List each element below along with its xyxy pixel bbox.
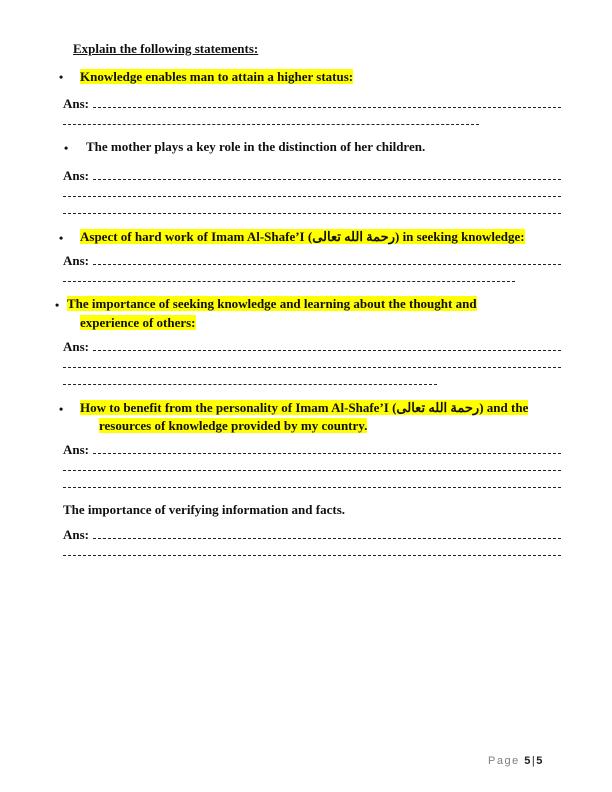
- bullet-icon: •: [55, 298, 60, 312]
- answer-line[interactable]: [63, 252, 561, 270]
- ans-label: Ans:: [63, 168, 90, 183]
- answer-line[interactable]: [63, 201, 561, 219]
- question-5-line-2: resources of knowledge provided by my country.: [99, 418, 368, 433]
- question-5: [80, 398, 528, 417]
- current-page: 5: [524, 755, 532, 767]
- ans-label: Ans:: [63, 96, 90, 111]
- ans-label: Ans:: [63, 253, 90, 268]
- question-4-line-2: experience of others:: [80, 315, 196, 330]
- question-4: [67, 294, 477, 313]
- question-2: [86, 137, 425, 156]
- ans-label: Ans:: [63, 527, 90, 542]
- question-3-text: Aspect of hard work of Imam Al-Shafe’I (رحمة الله تعالى) in seeking knowledge:: [80, 229, 525, 244]
- answer-line[interactable]: [63, 269, 515, 287]
- answer-line[interactable]: [63, 338, 561, 356]
- question-5-continued: [99, 416, 367, 435]
- bullet-icon: •: [64, 141, 69, 155]
- ans-label: Ans:: [63, 339, 90, 354]
- page-number: [488, 755, 544, 767]
- bullet-icon: •: [59, 70, 64, 84]
- answer-line[interactable]: [63, 184, 561, 202]
- ans-label: Ans:: [63, 442, 90, 457]
- question-4-continued: [80, 313, 196, 332]
- answer-line[interactable]: [63, 95, 561, 113]
- total-pages: 5: [536, 755, 544, 767]
- answer-line[interactable]: [63, 112, 479, 130]
- answer-line[interactable]: [63, 458, 561, 476]
- page-separator: |: [531, 755, 537, 767]
- answer-line[interactable]: [63, 372, 437, 390]
- question-4-line-1: The importance of seeking knowledge and learning about the thought and: [67, 296, 477, 311]
- worksheet-heading: Explain the following statements:: [73, 41, 259, 56]
- answer-line[interactable]: [63, 526, 561, 544]
- page-word: Page: [488, 755, 520, 767]
- answer-line[interactable]: [63, 543, 561, 561]
- bullet-icon: •: [59, 231, 64, 245]
- question-6: [63, 500, 345, 519]
- bullet-icon: •: [59, 402, 64, 416]
- question-1-text: Knowledge enables man to attain a higher status:: [80, 69, 354, 84]
- answer-line[interactable]: [63, 441, 561, 459]
- answer-line[interactable]: [63, 167, 561, 185]
- question-6-text: The importance of verifying information and facts.: [63, 502, 346, 517]
- question-2-text: The mother plays a key role in the distinction of her children.: [86, 139, 426, 154]
- question-1: [80, 67, 353, 86]
- question-5-line-1: How to benefit from the personality of Imam Al-Shafe’I (رحمة الله تعالى) and the: [80, 400, 529, 415]
- answer-line[interactable]: [63, 355, 561, 373]
- question-3: [80, 227, 525, 246]
- answer-line[interactable]: [63, 475, 561, 493]
